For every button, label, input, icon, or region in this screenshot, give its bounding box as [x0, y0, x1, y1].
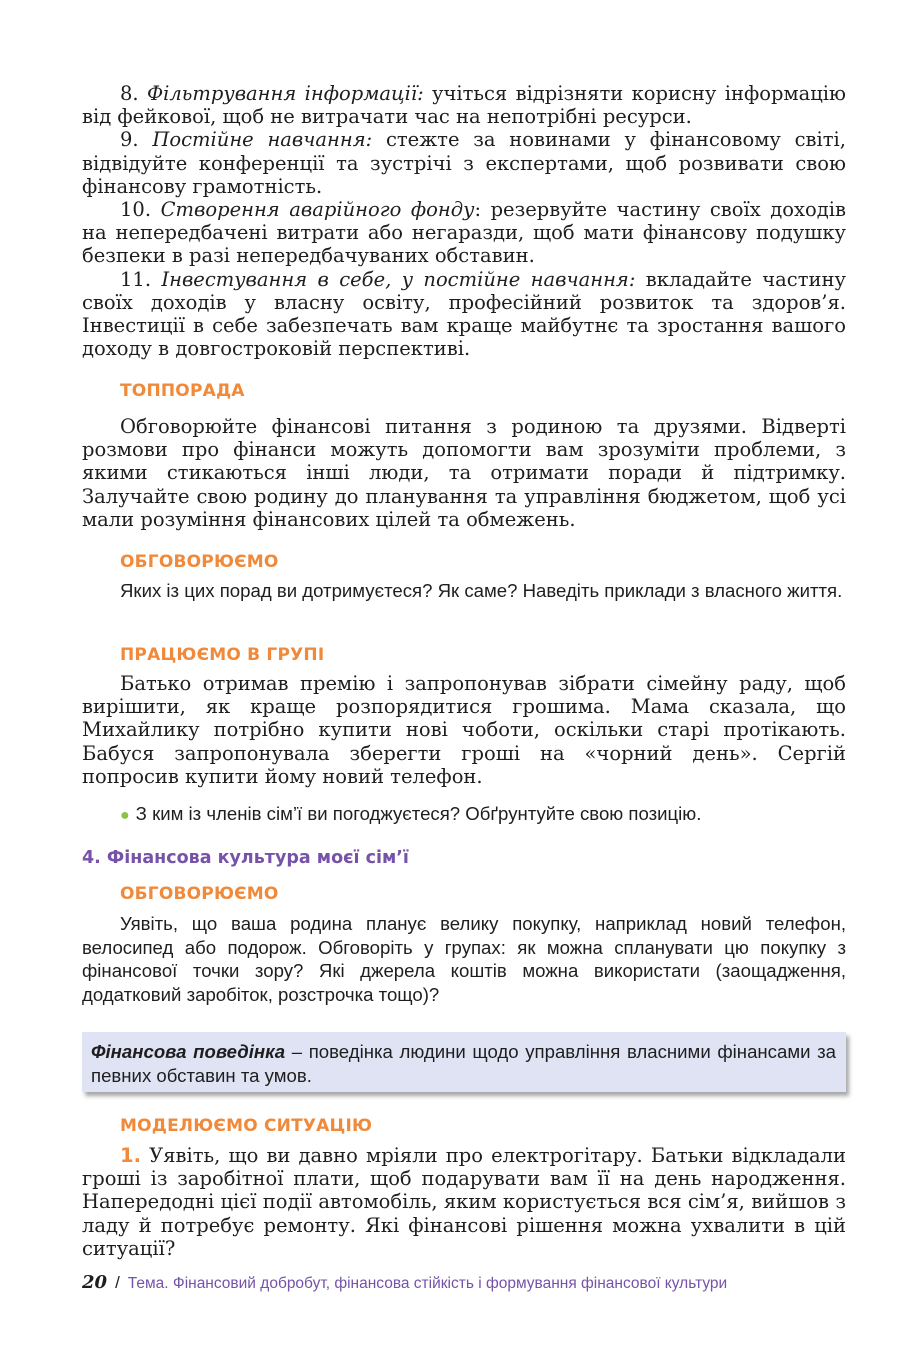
definition-body: – поведінка людини щодо управління власними фінансами за певних обставин та умов. [91, 1041, 836, 1086]
group-work-section [82, 645, 846, 828]
tip-title: Створення аварійного фонду [160, 198, 475, 222]
section-4 [82, 848, 846, 868]
tips-list [82, 82, 846, 360]
footer-topic: Тема. Фінансовий добробут, фінансова стійкість і формування фінансової культури [127, 1275, 728, 1292]
page-number: 20 [82, 1272, 108, 1293]
group-work-text: Батько отримав премію і запропонував зібрати сімейну раду, щоб вирішити, як краще розпорядитися грошима. Мама сказала, що Михайлику потрібно купити нові чоботи, оскільки старі протікають. Бабуся запропонувала зберегти гроші на «чорний день». Сергій попросив купити йому новий телефон. [82, 672, 846, 788]
tip-title: Фільтрування інформації: [146, 82, 424, 105]
tip-text: стежте за новинами у фінансовому світі, відвідуйте конференції та зустрічі з експертами, щоб розвивати свою фінансову грамотність. [82, 128, 846, 198]
tip-item [82, 128, 846, 198]
tip-title: Постійне навчання: [152, 128, 373, 152]
tip-text: : резервуйте частину своїх доходів на непередбачені витрати або негаразди, щоб мати фінансову подушку безпеки в разі непередбачуваних обставин. [82, 198, 847, 268]
group-work-heading: ПРАЦЮЄМО В ГРУПІ [120, 645, 325, 665]
tip-item [82, 268, 846, 361]
discuss-section-1 [82, 552, 846, 603]
definition-term: Фінансова поведінка [91, 1041, 286, 1062]
top-advice-section [82, 381, 846, 531]
tip-number: 11. [120, 267, 152, 291]
tip-title: Інвестування в себе, у постійне навчання: [161, 267, 636, 291]
modeling-section [82, 1116, 846, 1260]
top-advice-text: Обговорюйте фінансові питання з родиною та друзями. Відверті розмови про фінанси можуть допомогти вам зрозуміти проблеми, з якими стикаються інші люди, та отримати поради й підтримку. Залучайте свою родину до планування та управління бюджетом, щоб усі мали розуміння фінансових цілей та обмежень. [82, 415, 846, 531]
discuss-section-2 [82, 884, 846, 1006]
tip-text: учіться відрізняти корисну інформацію від фейкової, щоб не витрачати час на непотрібні ресурси. [82, 82, 847, 129]
modeling-body: Уявіть, що ви давно мріяли про електрогітару. Батьки відкладали гроші із заробітної плати, щоб подарувати вам її на день народження. Напередодні цієї події автомобіль, яким користується вся сім’я, вийшов з ладу й потребує ремонту. Які фінансові рішення можна ухвалити в цій ситуації? [82, 1144, 846, 1260]
tip-number: 10. [120, 198, 152, 222]
section-title: 4. Фінансова культура моєї сім’ї [82, 848, 409, 868]
modeling-number: 1. [120, 1144, 141, 1167]
tip-number: 8. [120, 82, 139, 105]
discuss-text: Уявіть, що ваша родина планує велику покупку, наприклад новий телефон, велосипед або подорож. Обговоріть у групах: як можна спланувати цю покупку з фінансової точки зору? Які джерела коштів можна використати (заощадження, додатковий заробіток, розстрочка тощо)? [82, 913, 846, 1005]
discuss-heading: ОБГОВОРЮЄМО [120, 552, 279, 572]
group-work-question [120, 802, 846, 828]
question-text: З ким із членів сім’ї ви погоджуєтеся? Обґрунтуйте свою позицію. [135, 803, 702, 825]
definition-box [82, 1032, 846, 1092]
tip-item [82, 82, 846, 128]
top-advice-heading: ТОППОРАДА [120, 381, 245, 401]
discuss-text: Яких із цих порад ви дотримуєтеся? Як саме? Наведіть приклади з власного життя. [120, 580, 843, 601]
modeling-text [82, 1144, 846, 1260]
discuss-heading: ОБГОВОРЮЄМО [120, 884, 279, 904]
tip-text: вкладайте частину своїх доходів у власну освіту, професійний розвиток та здоров’я. Інвестиції в себе забезпечать вам краще майбутнє та зростання вашого доходу в довгостроковій перспективі. [82, 267, 846, 361]
page-footer [82, 1272, 862, 1293]
definition-text [91, 1040, 836, 1087]
bullet-icon: ● [120, 807, 130, 825]
modeling-heading: МОДЕЛЮЄМО СИТУАЦІЮ [120, 1116, 373, 1136]
tip-number: 9. [120, 128, 139, 152]
tip-item [82, 198, 846, 268]
footer-separator: / [115, 1273, 120, 1292]
